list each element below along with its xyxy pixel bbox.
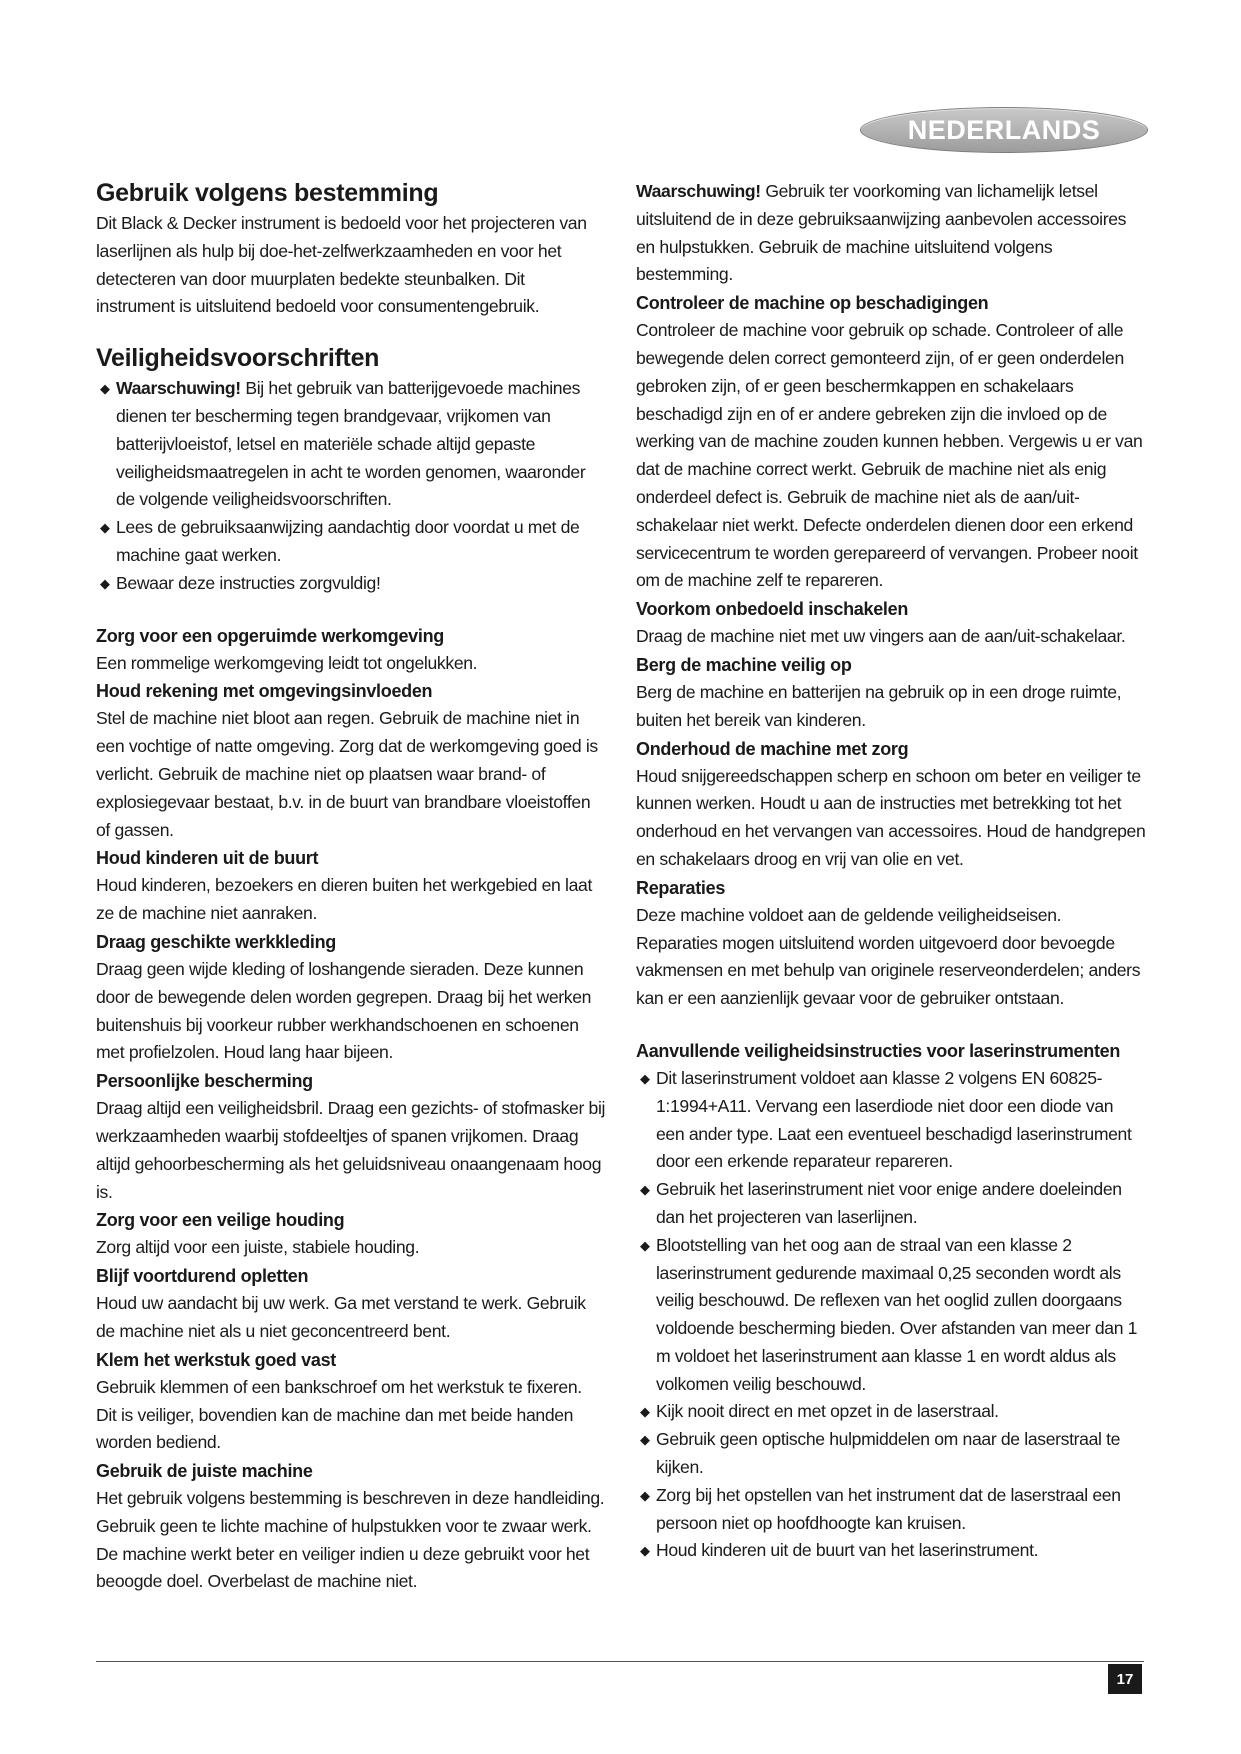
safety-bullet-list xyxy=(96,375,606,597)
section-text: Zorg altijd voor een juiste, stabiele houding. xyxy=(96,1237,420,1258)
diamond-bullet-icon: ◆ xyxy=(640,1432,650,1448)
section-heading: Zorg voor een veilige houding xyxy=(96,1210,345,1231)
section-text: Berg de machine en batterijen na gebruik op in een droge ruimte, buiten het bereik van kinderen. xyxy=(636,681,1122,730)
left-column xyxy=(96,178,606,1596)
intended-use-text: Dit Black & Decker instrument is bedoeld voor het projecteren van laserlijnen als hulp bij doe-het-zelfwerkzaamheden en voor het detecteren van door muurplaten bedekte steunbalken. Dit instrument is uitsluitend bedoeld voor consumentengebruik. xyxy=(96,213,587,317)
section-heading: Houd rekening met omgevingsinvloeden xyxy=(96,681,433,702)
list-item: ◆ Dit laserinstrument voldoet aan klasse 2 volgens EN 60825-1:1994+A11. Vervang een laserdiode niet door een diode van een ander type. Laat een eventueel beschadigd laserinstrument door een erkende reparateur repareren. xyxy=(636,1065,1146,1176)
section-heading: Reparaties xyxy=(636,877,726,898)
diamond-bullet-icon: ◆ xyxy=(640,1070,650,1086)
section-heading: Berg de machine veilig op xyxy=(636,654,852,675)
section-heading: Zorg voor een opgeruimde werkomgeving xyxy=(96,625,444,646)
diamond-bullet-icon: ◆ xyxy=(100,520,110,536)
diamond-bullet-icon: ◆ xyxy=(640,1182,650,1198)
section-text: Het gebruik volgens bestemming is beschreven in deze handleiding. Gebruik geen te lichte machine of hulpstukken voor te zwaar werk. De machine werkt beter en veiliger indien u deze gebruikt voor het beoogde doel. Overbelast de machine niet. xyxy=(96,1488,605,1592)
laser-bullet-list xyxy=(636,1065,1146,1565)
section-heading: Controleer de machine op beschadigingen xyxy=(636,293,989,314)
list-item: ◆ Kijk nooit direct en met opzet in de laserstraal. xyxy=(636,1398,1146,1426)
language-badge: NEDERLANDS xyxy=(860,107,1148,153)
section-text: Stel de machine niet bloot aan regen. Gebruik de machine niet in een vochtige of natte omgeving. Zorg dat de werkomgeving goed is verlicht. Gebruik de machine niet op plaatsen waar brand- of explosiegevaar bestaat, b.v. in de buurt van brandbare vloeistoffen of gassen. xyxy=(96,708,598,840)
section-text: Houd snijgereedschappen scherp en schoon om beter en veiliger te kunnen werken. Houdt u aan de instructies met betrekking tot het onderhoud en het vervangen van accessoires. Houd de handgrepen en schakelaars droog en vrij van olie en vet. xyxy=(636,765,1146,869)
list-item: ◆ Gebruik geen optische hulpmiddelen om naar de laserstraal te kijken. xyxy=(636,1426,1146,1482)
section-heading: Houd kinderen uit de buurt xyxy=(96,848,319,869)
list-item: ◆ Blootstelling van het oog aan de straal van een klasse 2 laserinstrument gedurende maximaal 0,25 seconden wordt als veilig beschouwd. De reflexen van het ooglid zullen doorgaans voldoende bescherming bieden. Over afstanden van meer dan 1 m voldoet het laserinstrument aan klasse 1 en wordt aldus als volkomen veilig beschouwd. xyxy=(636,1232,1146,1399)
intended-use-heading: Gebruik volgens bestemming xyxy=(96,179,439,207)
section-text: Controleer de machine voor gebruik op schade. Controleer of alle bewegende delen correct gemonteerd zijn, of er geen onderdelen gebroken zijn, of er geen beschermkappen en schakelaars beschadigd zijn en of er andere gebreken zijn die invloed op de werking van de machine zouden kunnen hebben. Vergewis u er van dat de machine correct werkt. Gebruik de machine niet als enig onderdeel defect is. Gebruik de machine niet als de aan/uit-schakelaar niet werkt. Defecte onderdelen dienen door een erkend servicecentrum te worden gerepareerd of vervangen. Probeer nooit om de machine zelf te repareren. xyxy=(636,320,1143,591)
section-text: Houd kinderen, bezoekers en dieren buiten het werkgebied en laat ze de machine niet aanraken. xyxy=(96,875,592,924)
warning-text: Waarschuwing! Gebruik ter voorkoming van lichamelijk letsel uitsluitend de in deze gebruiksaanwijzing aanbevolen accessoires en hulpstukken. Gebruik de machine uitsluitend volgens bestemming. xyxy=(636,181,1127,285)
list-item: ◆ Waarschuwing! Bij het gebruik van batterijgevoede machines dienen ter bescherming tegen brandgevaar, vrijkomen van batterijvloeistof, letsel en materiële schade altijd gepaste veiligheidsmaatregelen in acht te worden genomen, waaronder de volgende veiligheidsvoorschriften. xyxy=(96,375,606,514)
section-heading: Draag geschikte werkkleding xyxy=(96,931,336,952)
list-item: ◆ Houd kinderen uit de buurt van het laserinstrument. xyxy=(636,1537,1146,1565)
list-item: ◆ Zorg bij het opstellen van het instrument dat de laserstraal een persoon niet op hoofdhoogte kan kruisen. xyxy=(636,1482,1146,1538)
section-text: Draag geen wijde kleding of loshangende sieraden. Deze kunnen door de bewegende delen worden gegrepen. Draag bij het werken buitenshuis bij voorkeur rubber werkhandschoenen en schoenen met profielzolen. Houd lang haar bijeen. xyxy=(96,958,592,1063)
section-text: Gebruik klemmen of een bankschroef om het werkstuk te fixeren. Dit is veiliger, bovendien kan de machine dan met beide handen worden bediend. xyxy=(96,1376,582,1453)
section-text: Een rommelige werkomgeving leidt tot ongelukken. xyxy=(96,652,478,673)
right-column xyxy=(636,178,1146,1565)
diamond-bullet-icon: ◆ xyxy=(640,1543,650,1559)
safety-heading: Veiligheidsvoorschriften xyxy=(96,344,380,373)
diamond-bullet-icon: ◆ xyxy=(100,575,110,591)
section-text: Deze machine voldoet aan de geldende veiligheidseisen. Reparaties mogen uitsluitend worden uitgevoerd door bevoegde vakmensen en met behulp van originele reserveonderdelen; anders kan er een aanzienlijk gevaar voor de gebruiker ontstaan. xyxy=(636,904,1141,1009)
section-heading: Persoonlijke bescherming xyxy=(96,1071,313,1092)
footer-divider xyxy=(96,1661,1144,1662)
diamond-bullet-icon: ◆ xyxy=(640,1487,650,1503)
diamond-bullet-icon: ◆ xyxy=(640,1237,650,1253)
diamond-bullet-icon: ◆ xyxy=(100,381,110,397)
section-heading: Gebruik de juiste machine xyxy=(96,1461,313,1482)
page-number: 17 xyxy=(1108,1664,1142,1694)
section-heading: Blijf voortdurend opletten xyxy=(96,1266,309,1287)
section-heading: Klem het werkstuk goed vast xyxy=(96,1349,336,1370)
list-item: ◆ Lees de gebruiksaanwijzing aandachtig door voordat u met de machine gaat werken. xyxy=(96,514,606,570)
list-item: ◆ Gebruik het laserinstrument niet voor enige andere doeleinden dan het projecteren van laserlijnen. xyxy=(636,1176,1146,1232)
section-heading: Voorkom onbedoeld inschakelen xyxy=(636,599,909,620)
section-text: Draag de machine niet met uw vingers aan de aan/uit-schakelaar. xyxy=(636,626,1126,647)
list-item: ◆ Bewaar deze instructies zorgvuldig! xyxy=(96,570,606,598)
laser-heading: Aanvullende veiligheidsinstructies voor laserinstrumenten xyxy=(636,1040,1121,1061)
section-text: Draag altijd een veiligheidsbril. Draag een gezichts- of stofmasker bij werkzaamheden waarbij stofdeeltjes of spanen vrijkomen. Draag altijd gehoorbescherming als het geluidsniveau onaangenaam hoog is. xyxy=(96,1098,606,1202)
section-text: Houd uw aandacht bij uw werk. Ga met verstand te werk. Gebruik de machine niet als u niet geconcentreerd bent. xyxy=(96,1293,586,1341)
diamond-bullet-icon: ◆ xyxy=(640,1404,650,1420)
section-heading: Onderhoud de machine met zorg xyxy=(636,738,909,759)
